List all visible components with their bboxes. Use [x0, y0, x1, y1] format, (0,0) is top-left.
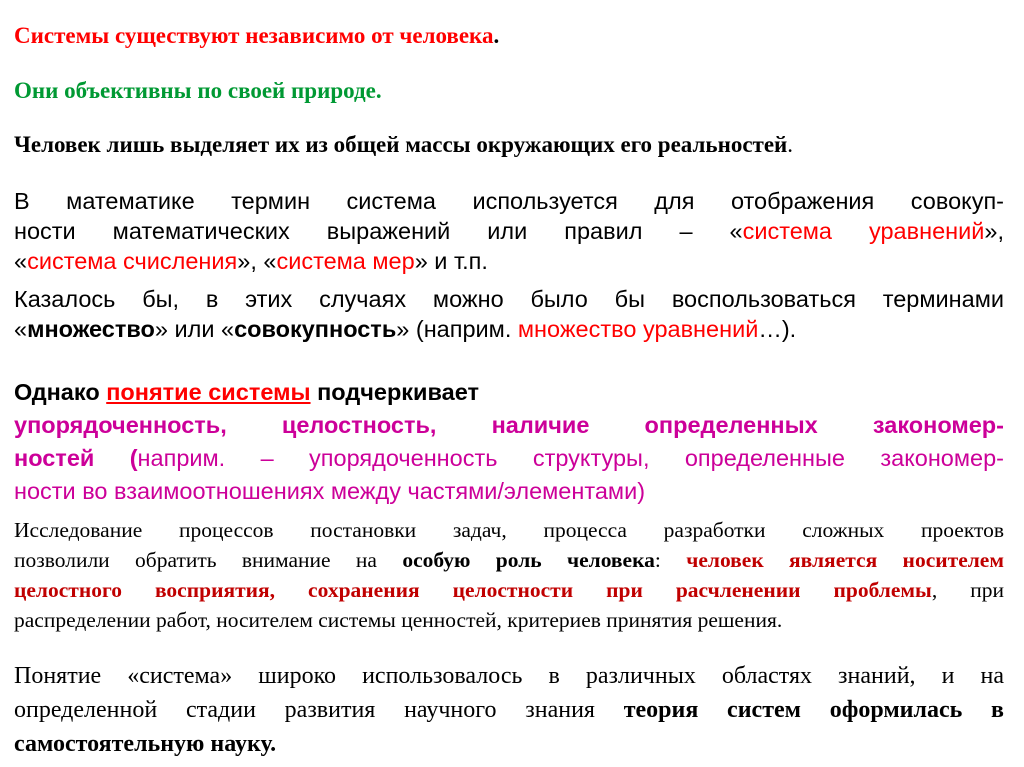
text-line: определенной стадии развития научного знания теория систем оформилась в	[14, 697, 1004, 723]
term-aggregate: совокупность	[234, 316, 397, 342]
text-line: Казалось бы, в этих случаях можно было бы воспользоваться терминами	[14, 286, 1004, 312]
text-line: Понятие «система» широко использовалось в различных областях знаний, и на	[14, 663, 1004, 689]
text-period: .	[493, 23, 500, 48]
paragraph-human-selects	[14, 131, 1004, 159]
text-line: ностей (наприм. – упорядоченность структуры, определенные закономер-	[14, 445, 1004, 471]
paragraph-research	[14, 515, 1004, 635]
term-equation-system: система уравнений	[742, 218, 985, 244]
text-systems-independent: Системы существуют независимо от человека	[14, 23, 494, 48]
paragraph-mathematics-term	[14, 186, 1004, 276]
paragraph-systems-independent	[14, 22, 1004, 50]
text-line: Исследование процессов постановки задач, процесса разработки сложных проектов	[14, 518, 1004, 542]
text-line: «система счисления», «система мер» и т.п.	[14, 248, 488, 274]
text-line: распределении работ, носителем системы ценностей, критериев принятия решения.	[14, 608, 783, 632]
paragraph-set-terms	[14, 284, 1004, 344]
term-systems-theory: теория систем оформилась в	[623, 697, 1004, 723]
text-period: .	[787, 132, 794, 157]
text-objective-nature: Они объективны по своей природе.	[14, 78, 382, 103]
text-line: ности математических выражений или правил – «система уравнений»,	[14, 218, 1004, 244]
paragraph-systems-theory	[14, 659, 1004, 761]
term-number-system: система счисления	[27, 248, 238, 274]
text-line: «множество» или «совокупность» (наприм. множество уравнений…).	[14, 316, 797, 342]
text-line: ности во взаимоотношениях между частями/элементами)	[14, 478, 646, 504]
paragraph-system-concept	[14, 376, 1004, 508]
term-system-concept: понятие системы	[106, 379, 311, 405]
paragraph-objective-nature	[14, 77, 1004, 105]
term-equation-set: множество уравнений	[517, 316, 759, 342]
text-line: В математике термин система используется для отображения совокуп-	[14, 188, 1004, 214]
text-human-carrier: человек является носителем	[686, 548, 1004, 572]
text-line: упорядоченность, целостность, наличие определенных закономер-	[14, 412, 1004, 438]
text-line: целостного восприятия, сохранения целостности при расчленении проблемы, при	[14, 578, 1004, 602]
text-line: Однако понятие системы подчеркивает	[14, 379, 479, 405]
text-line: позволили обратить внимание на особую роль человека: человек является носителем	[14, 548, 1004, 572]
text-human-selects: Человек лишь выделяет их из общей массы окружающих его реальностей	[14, 132, 788, 157]
term-human-role: особую роль человека	[402, 548, 655, 572]
term-set: множество	[27, 316, 155, 342]
text-line: самостоятельную науку.	[14, 731, 277, 757]
term-measure-system: система мер	[276, 248, 415, 274]
text-holistic-perception: целостного восприятия, сохранения целостности при расчленении проблемы	[14, 578, 932, 602]
